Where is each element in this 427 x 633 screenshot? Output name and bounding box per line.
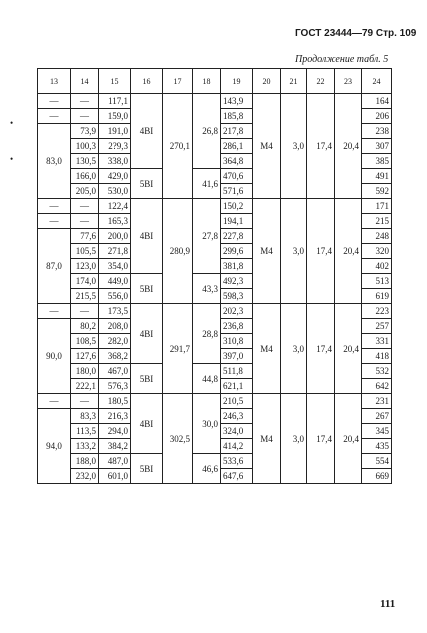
cell-col18: 43,3	[193, 274, 221, 304]
cell-col19: 143,9	[221, 94, 253, 109]
cell-col18: 46,6	[193, 454, 221, 484]
cell-col15: 2?9,3	[99, 139, 131, 154]
cell-col14: 77,6	[71, 229, 99, 244]
cell-col24: 215	[362, 214, 392, 229]
cell-col24: 331	[362, 334, 392, 349]
cell-col19: 647,6	[221, 469, 253, 484]
column-header: 21	[281, 69, 307, 94]
column-header: 17	[163, 69, 193, 94]
cell-col14: 222,1	[71, 379, 99, 394]
cell-col18: 30,0	[193, 394, 221, 454]
cell-col20: M4	[253, 394, 281, 484]
cell-col18: 27,8	[193, 199, 221, 274]
column-header: 15	[99, 69, 131, 94]
cell-col16: 5BI	[131, 454, 163, 484]
cell-col23: 20,4	[335, 304, 362, 394]
column-header: 16	[131, 69, 163, 94]
cell-col15: 191,0	[99, 124, 131, 139]
cell-col15: 487,0	[99, 454, 131, 469]
cell-col19: 185,8	[221, 109, 253, 124]
cell-col13: —	[38, 304, 71, 319]
cell-col15: 117,1	[99, 94, 131, 109]
cell-col24: 491	[362, 169, 392, 184]
cell-col15: 576,3	[99, 379, 131, 394]
cell-col24: 418	[362, 349, 392, 364]
cell-col23: 20,4	[335, 94, 362, 199]
cell-col14: —	[71, 214, 99, 229]
cell-col21: 3,0	[281, 94, 307, 199]
cell-col15: 368,2	[99, 349, 131, 364]
cell-col14: 130,5	[71, 154, 99, 169]
table-row	[38, 304, 392, 319]
cell-col20: M4	[253, 94, 281, 199]
table-row	[38, 394, 392, 409]
cell-col15: 180,5	[99, 394, 131, 409]
cell-col19: 470,6	[221, 169, 253, 184]
cell-col19: 210,5	[221, 394, 253, 409]
cell-col14: —	[71, 94, 99, 109]
cell-col15: 282,0	[99, 334, 131, 349]
cell-col15: 294,0	[99, 424, 131, 439]
cell-col24: 257	[362, 319, 392, 334]
cell-col15: 159,0	[99, 109, 131, 124]
cell-col14: 174,0	[71, 274, 99, 289]
cell-col24: 642	[362, 379, 392, 394]
cell-col20: M4	[253, 304, 281, 394]
cell-col24: 345	[362, 424, 392, 439]
cell-col13: —	[38, 214, 71, 229]
cell-col24: 223	[362, 304, 392, 319]
cell-col15: 216,3	[99, 409, 131, 424]
cell-col14: —	[71, 109, 99, 124]
cell-col14: 105,5	[71, 244, 99, 259]
cell-col24: 206	[362, 109, 392, 124]
cell-col15: 354,0	[99, 259, 131, 274]
cell-col13: —	[38, 199, 71, 214]
cell-col15: 173,5	[99, 304, 131, 319]
cell-col17: 280,9	[163, 199, 193, 304]
cell-col14: 83,3	[71, 409, 99, 424]
cell-col24: 435	[362, 439, 392, 454]
column-header: 20	[253, 69, 281, 94]
page-header: ГОСТ 23444—79 Стр. 109	[295, 28, 417, 39]
cell-col24: 532	[362, 364, 392, 379]
cell-col19: 492,3	[221, 274, 253, 289]
cell-col24: 669	[362, 469, 392, 484]
margin-mark: •	[10, 118, 14, 128]
cell-col19: 571,6	[221, 184, 253, 199]
cell-col13: 87,0	[38, 229, 71, 304]
cell-col24: 238	[362, 124, 392, 139]
cell-col16: 5BI	[131, 274, 163, 304]
cell-col23: 20,4	[335, 394, 362, 484]
column-header: 23	[335, 69, 362, 94]
cell-col15: 449,0	[99, 274, 131, 289]
cell-col13: —	[38, 109, 71, 124]
cell-col22: 17,4	[307, 199, 335, 304]
cell-col24: 231	[362, 394, 392, 409]
cell-col15: 200,0	[99, 229, 131, 244]
cell-col22: 17,4	[307, 304, 335, 394]
cell-col24: 171	[362, 199, 392, 214]
cell-col15: 271,8	[99, 244, 131, 259]
cell-col19: 150,2	[221, 199, 253, 214]
cell-col18: 28,8	[193, 304, 221, 364]
cell-col19: 414,2	[221, 439, 253, 454]
cell-col14: 180,0	[71, 364, 99, 379]
column-header: 22	[307, 69, 335, 94]
cell-col14: 123,0	[71, 259, 99, 274]
cell-col13: 94,0	[38, 409, 71, 484]
cell-col23: 20,4	[335, 199, 362, 304]
cell-col19: 598,3	[221, 289, 253, 304]
cell-col14: 127,6	[71, 349, 99, 364]
cell-col17: 291,7	[163, 304, 193, 394]
cell-col15: 556,0	[99, 289, 131, 304]
cell-col14: 215,5	[71, 289, 99, 304]
column-header: 13	[38, 69, 71, 94]
cell-col14: 73,9	[71, 124, 99, 139]
cell-col14: 80,2	[71, 319, 99, 334]
cell-col24: 248	[362, 229, 392, 244]
column-header: 24	[362, 69, 392, 94]
cell-col14: 188,0	[71, 454, 99, 469]
cell-col24: 267	[362, 409, 392, 424]
cell-col18: 41,6	[193, 169, 221, 199]
cell-col14: 108,5	[71, 334, 99, 349]
cell-col14: 133,2	[71, 439, 99, 454]
cell-col14: 100,3	[71, 139, 99, 154]
cell-col19: 236,8	[221, 319, 253, 334]
cell-col24: 402	[362, 259, 392, 274]
cell-col13: 83,0	[38, 124, 71, 199]
cell-col21: 3,0	[281, 199, 307, 304]
cell-col19: 381,8	[221, 259, 253, 274]
cell-col15: 165,3	[99, 214, 131, 229]
cell-col21: 3,0	[281, 394, 307, 484]
cell-col19: 511,8	[221, 364, 253, 379]
table-row	[38, 199, 392, 214]
table-row	[38, 94, 392, 109]
cell-col16: 4BI	[131, 199, 163, 274]
cell-col13: —	[38, 394, 71, 409]
cell-col24: 385	[362, 154, 392, 169]
cell-col14: —	[71, 394, 99, 409]
cell-col22: 17,4	[307, 394, 335, 484]
cell-col15: 338,0	[99, 154, 131, 169]
cell-col19: 217,8	[221, 124, 253, 139]
cell-col16: 4BI	[131, 394, 163, 454]
cell-col19: 227,8	[221, 229, 253, 244]
cell-col20: M4	[253, 199, 281, 304]
cell-col15: 122,4	[99, 199, 131, 214]
cell-col17: 302,5	[163, 394, 193, 484]
cell-col14: —	[71, 304, 99, 319]
cell-col19: 324,0	[221, 424, 253, 439]
cell-col15: 208,0	[99, 319, 131, 334]
cell-col19: 246,3	[221, 409, 253, 424]
cell-col24: 619	[362, 289, 392, 304]
cell-col14: 113,5	[71, 424, 99, 439]
cell-col21: 3,0	[281, 304, 307, 394]
cell-col15: 384,2	[99, 439, 131, 454]
cell-col14: 166,0	[71, 169, 99, 184]
cell-col15: 601,0	[99, 469, 131, 484]
cell-col24: 307	[362, 139, 392, 154]
cell-col24: 164	[362, 94, 392, 109]
cell-col15: 467,0	[99, 364, 131, 379]
cell-col16: 5BI	[131, 169, 163, 199]
cell-col13: 90,0	[38, 319, 71, 394]
column-header: 14	[71, 69, 99, 94]
cell-col19: 202,3	[221, 304, 253, 319]
cell-col15: 429,0	[99, 169, 131, 184]
cell-col19: 397,0	[221, 349, 253, 364]
cell-col14: —	[71, 199, 99, 214]
cell-col24: 592	[362, 184, 392, 199]
cell-col16: 4BI	[131, 94, 163, 169]
page-number: 111	[380, 598, 396, 610]
cell-col19: 621,1	[221, 379, 253, 394]
cell-col24: 554	[362, 454, 392, 469]
cell-col18: 44,8	[193, 364, 221, 394]
cell-col13: —	[38, 94, 71, 109]
cell-col24: 513	[362, 274, 392, 289]
cell-col16: 4BI	[131, 304, 163, 364]
cell-col15: 530,0	[99, 184, 131, 199]
cell-col24: 320	[362, 244, 392, 259]
cell-col22: 17,4	[307, 94, 335, 199]
cell-col18: 26,8	[193, 94, 221, 169]
cell-col19: 310,8	[221, 334, 253, 349]
data-table	[37, 68, 392, 484]
cell-col19: 194,1	[221, 214, 253, 229]
column-header: 18	[193, 69, 221, 94]
cell-col17: 270,1	[163, 94, 193, 199]
cell-col19: 286,1	[221, 139, 253, 154]
cell-col14: 232,0	[71, 469, 99, 484]
margin-mark: •	[10, 154, 14, 164]
column-header: 19	[221, 69, 253, 94]
cell-col14: 205,0	[71, 184, 99, 199]
cell-col19: 299,6	[221, 244, 253, 259]
cell-col19: 533,6	[221, 454, 253, 469]
cell-col16: 5BI	[131, 364, 163, 394]
cell-col19: 364,8	[221, 154, 253, 169]
table-continuation-label: Продолжение табл. 5	[295, 54, 389, 65]
